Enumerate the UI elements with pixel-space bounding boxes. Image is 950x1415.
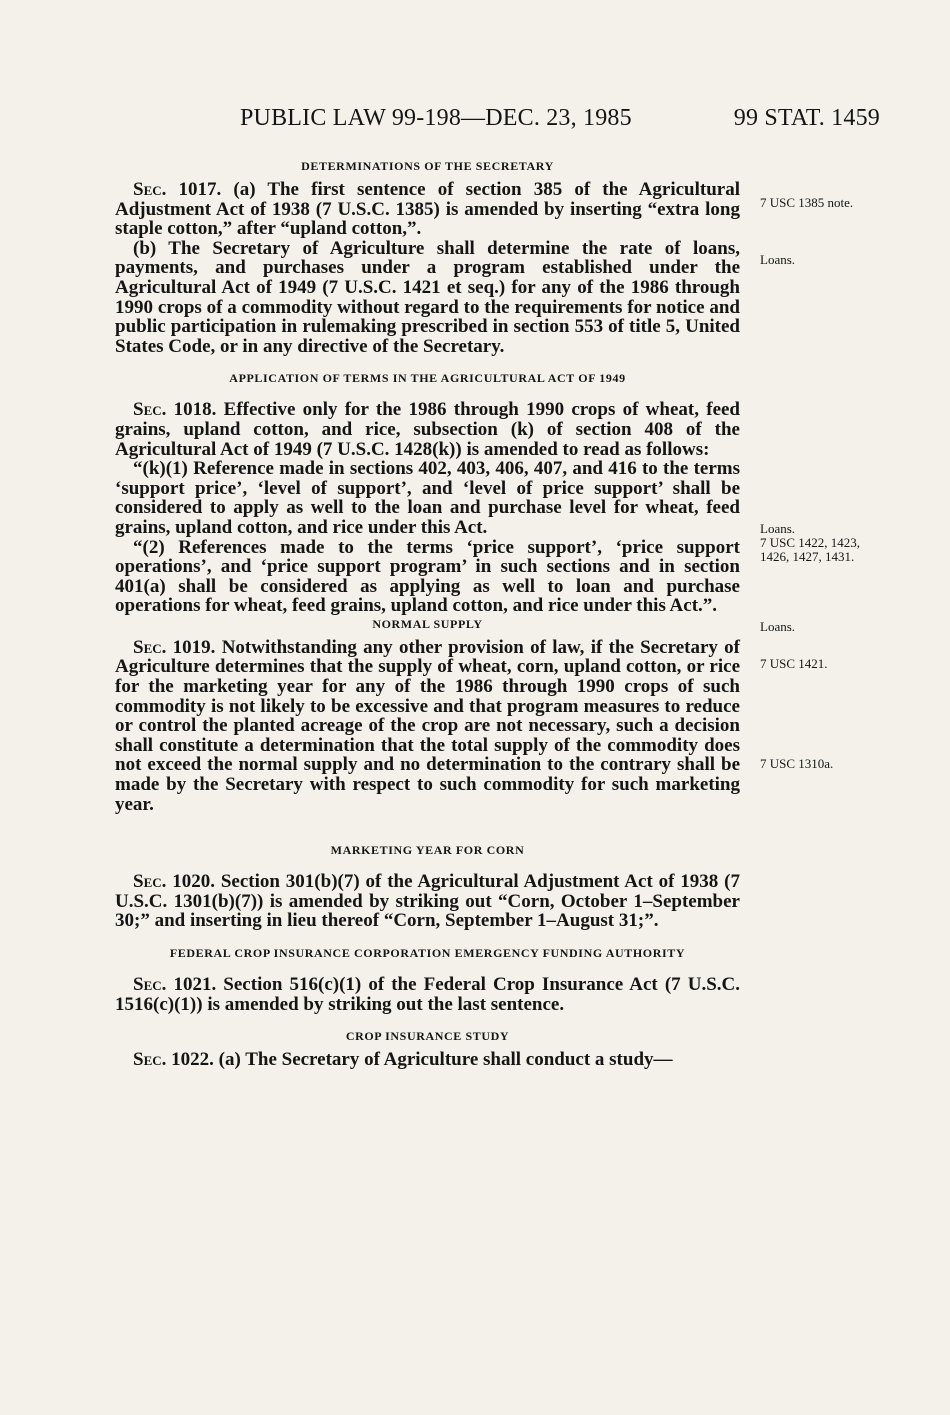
section-heading: DETERMINATIONS OF THE SECRETARY [301, 159, 554, 173]
margin-note: Loans. [760, 252, 796, 267]
body-text [115, 158, 740, 1070]
bleed-through-text [300, 8, 305, 29]
section-heading: CROP INSURANCE STUDY [345, 1029, 510, 1044]
margin-note: 7 USC 1385 note. [760, 195, 854, 210]
section-paragraph: (b) The Secretary of Agriculture shall determine the rate of loans, payments, and purchases under a program established under the Agricultural Act of 1949 (7 U.S.C. 1421 et seq.) for any of the 1986 through 1990 crops of a commodity without regard to the requirements for notice and public participation in rulemaking prescribed in section 553 of title 5, United States Code, or in any directive of the Secretary. [115, 237, 740, 357]
margin-note: 7 USC 1421. [760, 656, 828, 671]
header-page-number: 99 STAT. 1459 [733, 105, 880, 131]
margin-note: 7 USC 1422, 1423, 1426, 1427, 1431. [760, 535, 861, 564]
section-paragraph: Sec. 1021. Section 516(c)(1) of the Federal Crop Insurance Act (7 U.S.C. 1516(c)(1)) is amended by striking out the last sentence. [115, 974, 740, 1015]
margin-note: Loans. [760, 619, 796, 634]
margin-note: Loans. [760, 521, 796, 536]
section-paragraph: Sec. 1017. (a) The first sentence of section 385 of the Agricultural Adjustment Act of 1938 (7 U.S.C. 1385) is amended by inserting “extra long staple cotton,” after “upland cotton,”. [115, 179, 740, 240]
margin-note: 7 USC 1310a. [760, 756, 834, 771]
section-paragraph: Sec. 1019. Notwithstanding any other provision of law, if the Secretary of Agriculture determines that the supply of wheat, corn, upland cotton, or rice for the marketing year for any of the 1986 through 1990 crops of such commodity is not likely to be excessive and that program measures to reduce or control the planted acreage of the crop are not necessary, such a decision shall constitute a determination that the total supply of the commodity does not exceed the normal supply and no determination to the contrary shall be made by the Secretary with respect to such commodity for such marketing year. [115, 636, 740, 815]
section-heading: APPLICATION OF TERMS IN THE AGRICULTURAL ACT OF 1949 [229, 371, 626, 386]
section-heading: MARKETING YEAR FOR CORN [330, 843, 525, 858]
section-paragraph: Sec. 1018. Effective only for the 1986 through 1990 crops of wheat, feed grains, upland cotton, and rice, subsection (k) of section 408 of the Agricultural Act of 1949 (7 U.S.C. 1428(k)) is amended to read as follows: [115, 399, 740, 460]
section-paragraph: “(k)(1) Reference made in sections 402, 403, 406, 407, and 416 to the terms ‘support price’, ‘level of support’, and ‘level of price support’ shall be considered to apply as well to the loan and purchase level for wheat, feed grains, upland cotton, and rice under this Act. [115, 458, 740, 538]
section-heading: FEDERAL CROP INSURANCE CORPORATION EMERGENCY FUNDING AUTHORITY [169, 946, 686, 960]
section-heading: NORMAL SUPPLY [372, 616, 483, 631]
section-paragraph: Sec. 1020. Section 301(b)(7) of the Agricultural Adjustment Act of 1938 (7 U.S.C. 1301(b)(7)) is amended by striking out “Corn, October 1–September 30;” and inserting in lieu thereof “Corn, September 1–August 31;”. [115, 871, 740, 932]
header-title: PUBLIC LAW 99-198—DEC. 23, 1985 [240, 105, 632, 131]
section-paragraph: Sec. 1022. (a) The Secretary of Agriculture shall conduct a study— [133, 1049, 673, 1071]
section-paragraph: “(2) References made to the terms ‘price support’, ‘price support operations’, and ‘price support program’ in such sections and in section 401(a) shall be considered as applying as well to loan and purchase operations for wheat, feed grains, upland cotton, and rice under this Act.”. [115, 536, 740, 617]
